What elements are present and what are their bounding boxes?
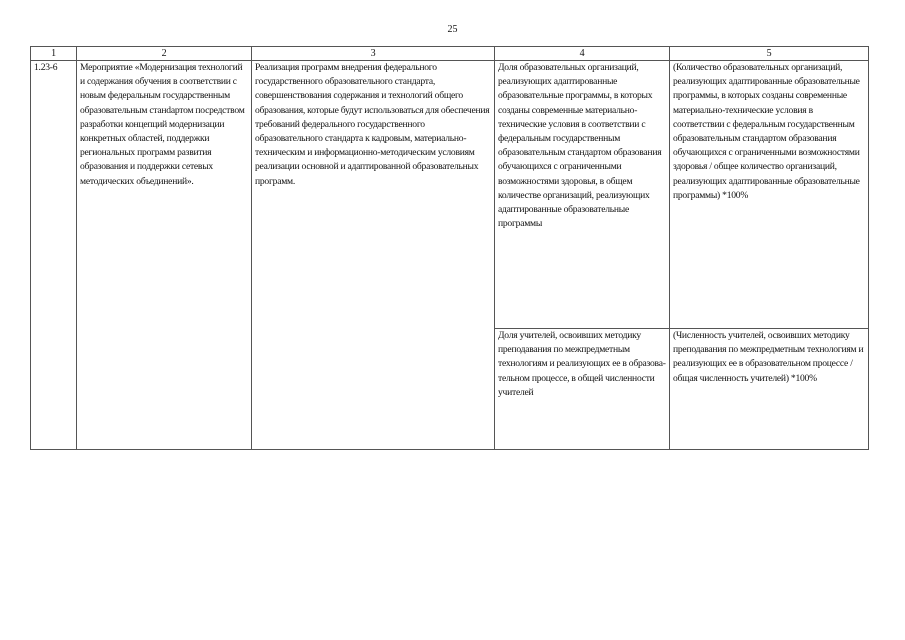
column-header-3: 3 — [252, 47, 495, 61]
page-number: 25 — [447, 24, 458, 35]
event-text: Мероприятие «Модернизация технологий и содержания обучения в соответствии с новым федеральным государственным образовательным станdартом посредством разработки концепций модернизации конкретных областей, поддержки региональных программ развития образования и поддержки сетевых методических объединений». — [77, 61, 252, 329]
column-header-1: 1 — [31, 47, 77, 61]
description-text: Реализация программ внедрения федерального государственного образовательного стандарта, совершенствования содержания и технологий общего образования, которые будут использоваться для обеспечения требований федерального государственного образовательного стандарта к кадровым, материально-техническим и информационно-методическим условиям реализации основной и адаптированной образовательных программ. — [252, 61, 495, 329]
indicator-name: Доля учителей, освоивших методику преподавания по межпредметным технологиям и реализующих ее в образовательном процессе, в общей численности учителей — [495, 329, 670, 450]
event-continuation — [77, 329, 252, 450]
column-header-2: 2 — [77, 47, 252, 61]
row-code: 1.23-6 — [31, 61, 77, 329]
column-header-4: 4 — [495, 47, 670, 61]
column-header-5: 5 — [670, 47, 869, 61]
table-row — [31, 329, 869, 450]
description-continuation — [252, 329, 495, 450]
measures-table — [30, 46, 869, 450]
indicator-formula: (Количество образовательных организаций, реализующих адаптированные образовательные программы, в которых созданы современные материально-технические условия в соответствии с федеральным государственным образовательным стандартом образования обучающихся с ограниченными возможностями здоровья / общее количество организаций, реализующих адаптированные образовательные программы) *100% — [670, 61, 869, 329]
row-code-continuation — [31, 329, 77, 450]
indicator-name: Доля образовательных организаций, реализующих адаптированные образовательные программы, в которых созданы современные материально-технические условия в соответствии с федеральным государственным образовательным стандартом образования обучающихся с ограниченными возможностями здоровья, в общем количестве организаций, реализующих адаптированные образовательные программы — [495, 61, 670, 329]
table-row — [31, 61, 869, 329]
header-row — [31, 47, 869, 61]
indicator-formula: (Численность учителей, освоивших методику преподавания по межпредметным технологиям и реализующих ее в образовательном процессе / общая численность учителей) *100% — [670, 329, 869, 450]
